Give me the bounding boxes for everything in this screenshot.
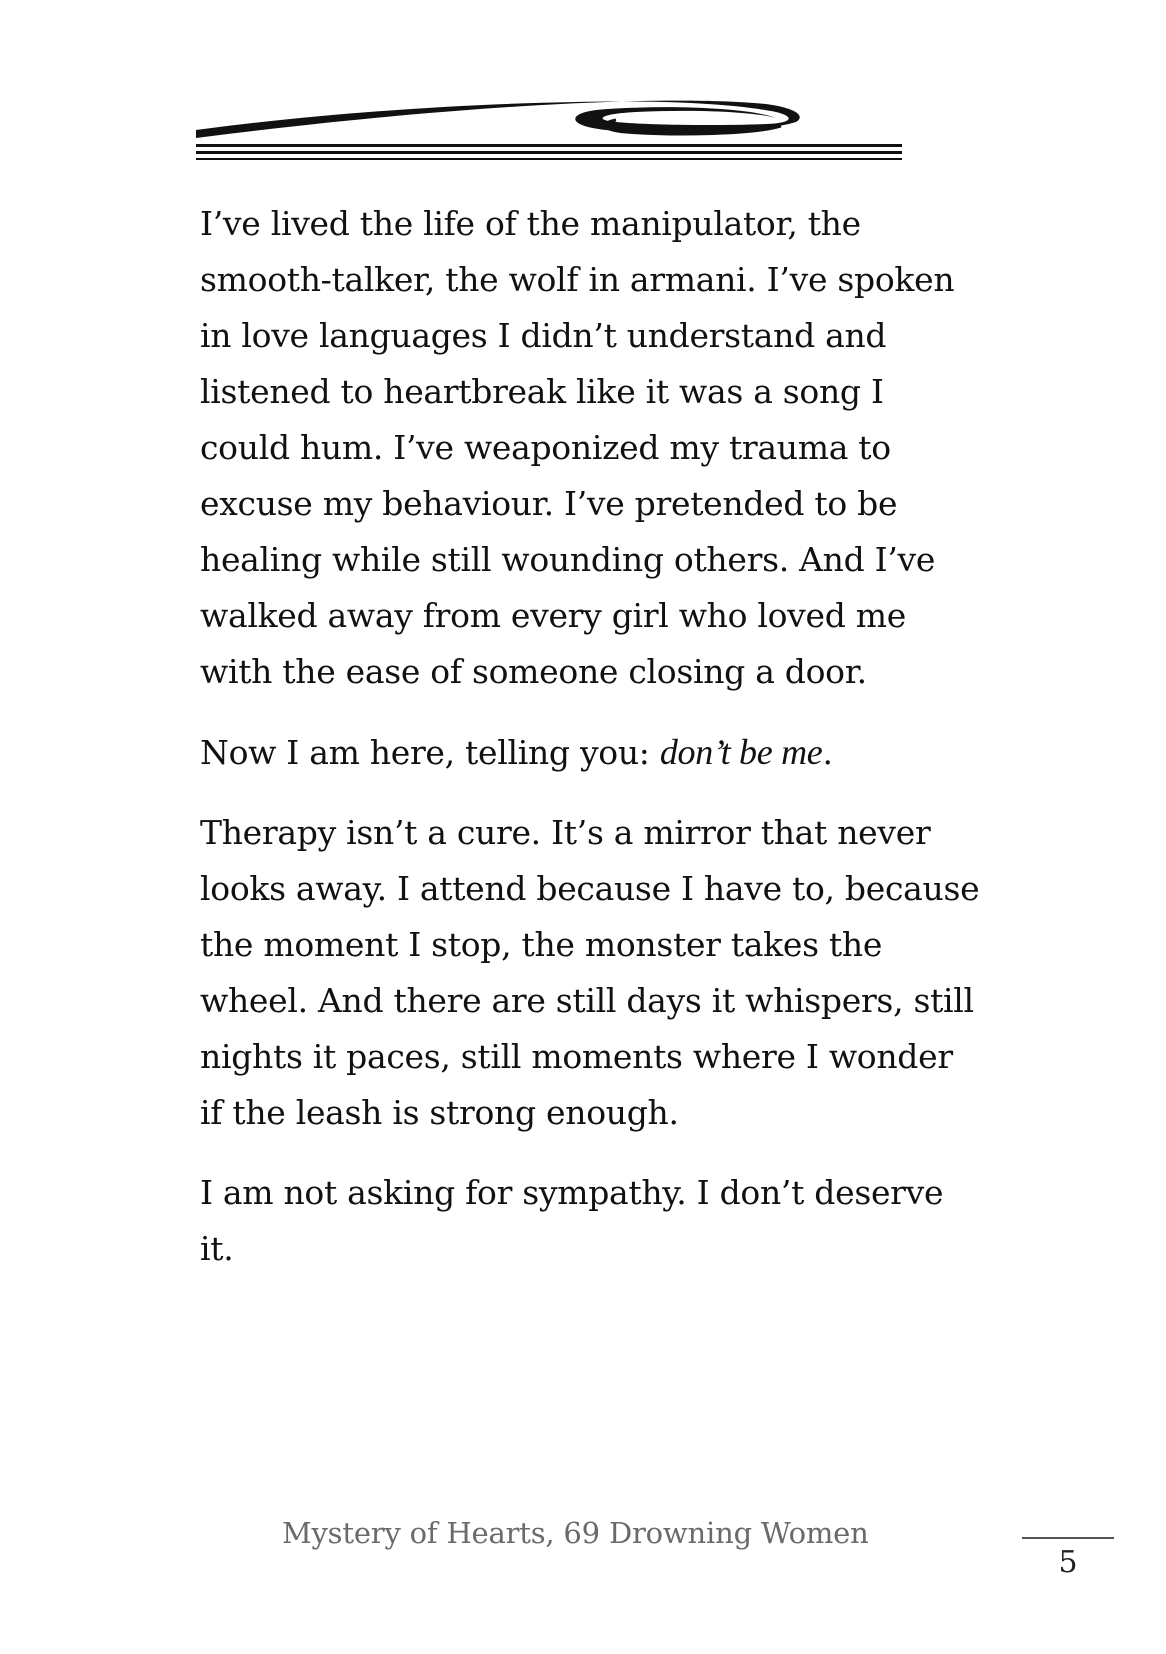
footer-book-title: Mystery of Hearts, 69 Drowning Women [282,1516,869,1550]
paragraph-3: Therapy isn’t a cure. It’s a mirror that never looks away. I attend because I have to, because the moment I stop, the monster takes the wheel. And there are still days it whispers, still nights it paces, still moments where I wonder if the leash is strong enough. [200,813,980,1132]
paragraph-2-lead: Now I am here, telling you: [200,733,660,772]
page-number: 5 [1058,1545,1078,1580]
body-text [200,196,980,1301]
paragraph-2 [200,724,980,781]
paragraph-4: I am not asking for sympathy. I don’t deserve it. [200,1173,944,1268]
paragraph-2-italic: don’t be me [659,732,823,772]
paragraph-2-end: . [822,733,833,772]
paragraph-1: I’ve lived the life of the manipulator, the smooth-talker, the wolf in armani. I’ve spoken in love languages I didn’t understand and listened to heartbreak like it was a song I could hum. I’ve weaponized my trauma to excuse my behaviour. I’ve pretended to be healing while still wounding others. And I’ve walked away from every girl who loved me with the ease of someone closing a door. [200,204,955,691]
flourish-divider-icon [196,100,956,174]
page-number-rule [1022,1537,1114,1539]
